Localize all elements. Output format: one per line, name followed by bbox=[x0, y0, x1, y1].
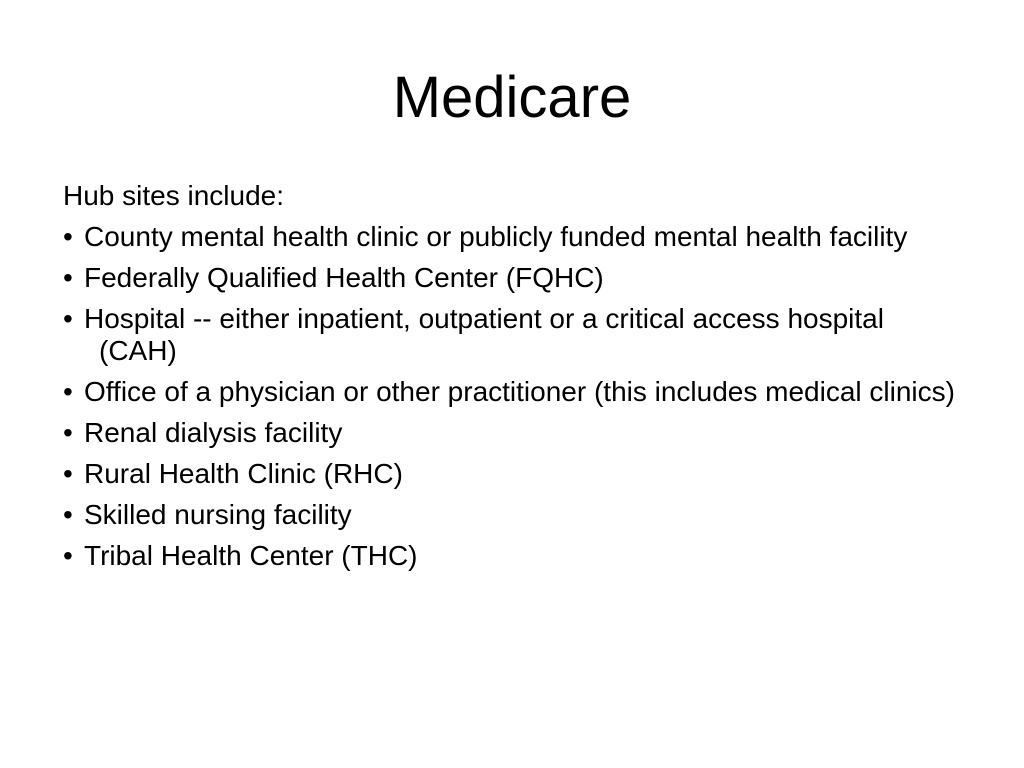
list-item bbox=[63, 540, 963, 572]
bullet-icon: • bbox=[63, 540, 73, 571]
list-item-text: Federally Qualified Health Center (FQHC) bbox=[84, 262, 604, 293]
list-item-text: Skilled nursing facility bbox=[84, 499, 352, 530]
list-item-text: Renal dialysis facility bbox=[84, 417, 343, 448]
hub-sites-list bbox=[63, 221, 963, 572]
bullet-icon: • bbox=[63, 303, 73, 334]
list-item-text: Hospital -- either inpatient, outpatient or a critical access hospital (CAH) bbox=[84, 303, 884, 366]
list-item bbox=[63, 221, 963, 253]
list-item bbox=[63, 303, 963, 367]
bullet-icon: • bbox=[63, 458, 73, 489]
bullet-icon: • bbox=[63, 499, 73, 530]
bullet-icon: • bbox=[63, 221, 73, 252]
bullet-icon: • bbox=[63, 376, 73, 407]
list-item bbox=[63, 458, 963, 490]
slide-title: Medicare bbox=[392, 65, 632, 130]
intro-text: Hub sites include: bbox=[63, 180, 285, 211]
list-item bbox=[63, 499, 963, 531]
bullet-icon: • bbox=[63, 262, 73, 293]
slide-body bbox=[63, 180, 963, 581]
list-item-text: Tribal Health Center (THC) bbox=[84, 540, 418, 571]
bullet-icon: • bbox=[63, 417, 73, 448]
list-item bbox=[63, 417, 963, 449]
list-item bbox=[63, 376, 963, 408]
list-item-text: Rural Health Clinic (RHC) bbox=[84, 458, 403, 489]
list-item-text: County mental health clinic or publicly funded mental health facility bbox=[84, 221, 908, 252]
list-item-text: Office of a physician or other practitioner (this includes medical clinics) bbox=[84, 376, 955, 407]
list-item bbox=[63, 262, 963, 294]
